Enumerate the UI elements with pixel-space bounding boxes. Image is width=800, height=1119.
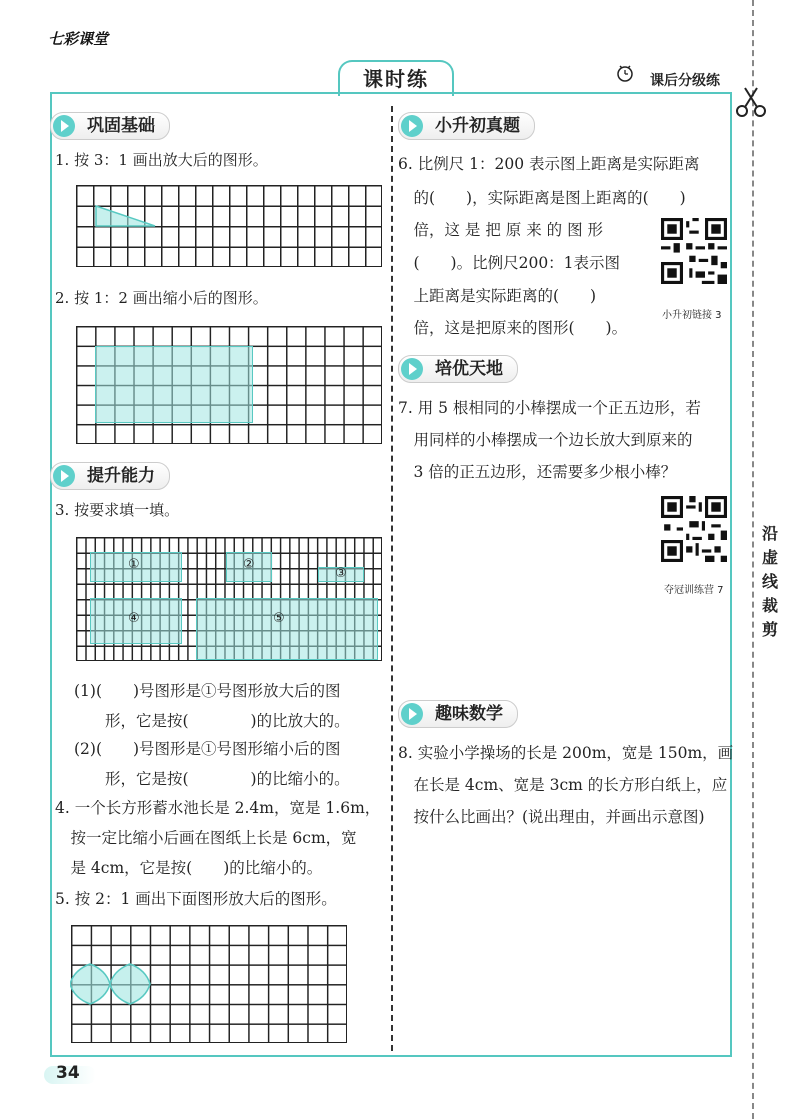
q6-line: 上距离是实际距离的( ) [398, 287, 597, 305]
q6-line: 倍，这 是 把 原 来 的 图 形 [398, 221, 603, 239]
qr-caption: 小升初链接 3 [662, 310, 722, 321]
shape-label: ② [243, 557, 255, 572]
q3-line: (1)( )号图形是①号图形放大后的图 [74, 682, 341, 700]
cut-char: 剪 [762, 620, 779, 639]
qr-caption: 夺冠训练营 7 [664, 585, 724, 596]
triangle-shape [95, 205, 157, 227]
q8-line: 按什么比画出？(说出理由，并画出示意图) [398, 808, 705, 826]
section-title: 趣味数学 [435, 704, 503, 724]
page-number: 34 [56, 1063, 80, 1083]
play-bullet-icon [401, 358, 423, 380]
q7-line: 用同样的小棒摆成一个边长放大到原来的 [398, 431, 693, 449]
question-1: 1. 按 3：1 画出放大后的图形。 [55, 151, 268, 169]
play-bullet-icon [53, 115, 75, 137]
cut-instruction [762, 522, 782, 642]
q8-line: 8. 实验小学操场的长是 200m，宽是 150m，画 [398, 744, 734, 762]
play-bullet-icon [401, 703, 423, 725]
qr-code-icon[interactable] [661, 218, 727, 284]
q6-line: 6. 比例尺 1：200 表示图上距离是实际距离 [398, 155, 700, 173]
cut-char: 线 [762, 572, 779, 591]
scissors-icon [733, 84, 769, 120]
section-exam [398, 112, 535, 140]
section-improve [50, 462, 170, 490]
question-3: 3. 按要求填一填。 [55, 501, 180, 519]
column-divider [391, 106, 393, 1051]
q7-line: 7. 用 5 根相同的小棒摆成一个正五边形，若 [398, 399, 701, 417]
shape-5 [196, 598, 378, 660]
q6-line: 倍，这是把原来的图形( )。 [398, 319, 628, 337]
cut-char: 虚 [762, 548, 779, 567]
qr-code-icon[interactable] [661, 496, 727, 562]
q7-line: 3 倍的正五边形，还需要多少根小棒？ [398, 463, 677, 481]
q4-line: 按一定比缩小后画在图纸上长是 6cm，宽 [55, 829, 357, 847]
play-bullet-icon [53, 465, 75, 487]
level-label: 课后分级练 [650, 73, 720, 89]
q3-line: 形，它是按( )的比放大的。 [74, 712, 350, 730]
brand-logo: 七彩课堂 [48, 30, 109, 48]
q3-line: (2)( )号图形是①号图形缩小后的图 [74, 740, 341, 758]
q6-line: ( )。比例尺200：1表示图 [398, 254, 621, 272]
clock-icon [616, 64, 634, 82]
page-title: 课时练 [338, 60, 454, 96]
section-title: 小升初真题 [435, 116, 520, 136]
section-basics [50, 112, 170, 140]
section-title: 培优天地 [435, 359, 503, 379]
question-5: 5. 按 2：1 画出下面图形放大后的图形。 [55, 890, 337, 908]
shape-label: ④ [128, 611, 140, 626]
q4-line: 是 4cm，它是按( )的比缩小的。 [55, 859, 323, 877]
diamond-shape [70, 962, 152, 1006]
section-advanced [398, 355, 518, 383]
question-2: 2. 按 1：2 画出缩小后的图形。 [55, 289, 268, 307]
section-title: 巩固基础 [87, 116, 155, 136]
section-fun [398, 700, 518, 728]
shape-label: ① [128, 557, 140, 572]
q8-line: 在长是 4cm、宽是 3cm 的长方形白纸上，应 [398, 776, 728, 794]
shape-label: ③ [335, 566, 347, 581]
cut-char: 裁 [762, 596, 779, 615]
play-bullet-icon [401, 115, 423, 137]
section-title: 提升能力 [87, 466, 155, 486]
q4-line: 4. 一个长方形蓄水池长是 2.4m，宽是 1.6m， [55, 799, 381, 817]
cut-line [752, 0, 754, 1119]
cut-char: 沿 [762, 524, 779, 543]
rectangle-shape [95, 346, 253, 423]
q6-line: 的( )，实际距离是图上距离的( ) [398, 189, 686, 207]
shape-label: ⑤ [273, 611, 285, 626]
q3-line: 形，它是按( )的比缩小的。 [74, 770, 350, 788]
